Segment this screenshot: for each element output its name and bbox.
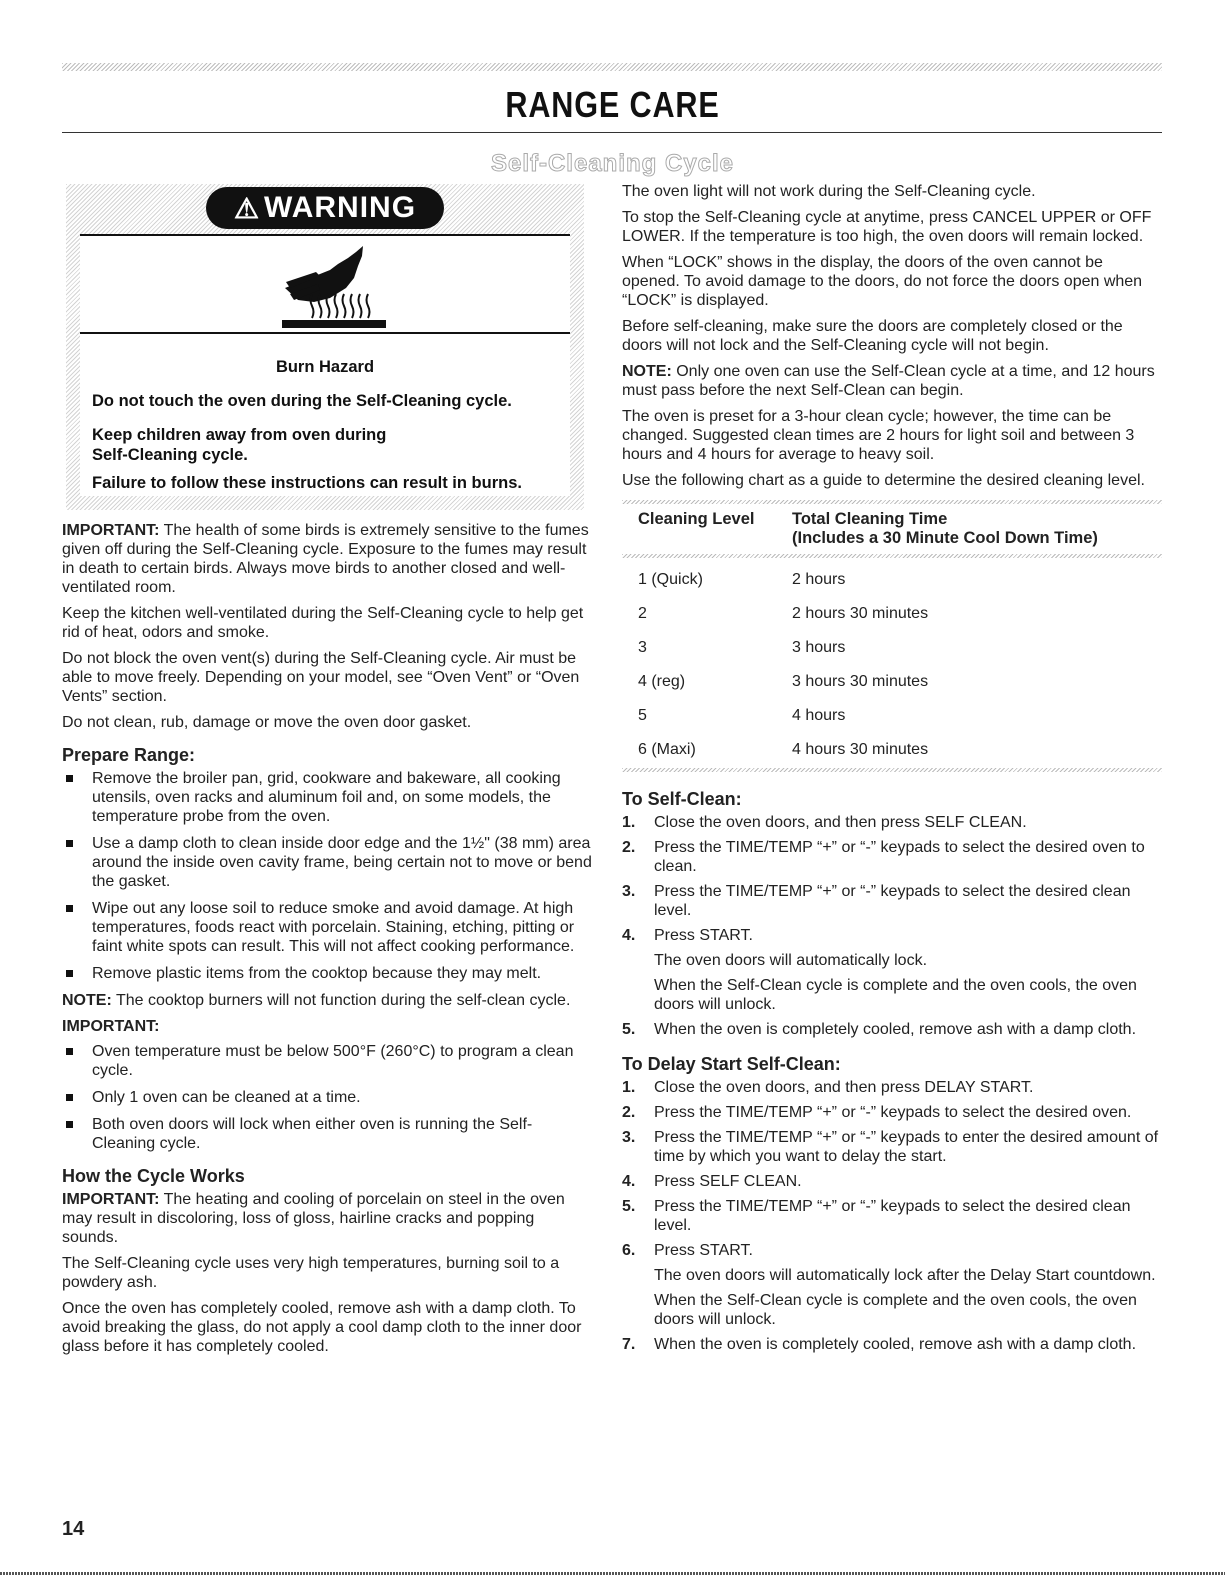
table-row: 1 (Quick) 2 hours (638, 570, 846, 588)
column-header-level: Cleaning Level (638, 510, 755, 528)
important-label: IMPORTANT: (62, 1018, 160, 1035)
page-title: RANGE CARE (505, 84, 720, 125)
warning-pictogram-area (80, 234, 570, 334)
warning-line-2b: Self-Cleaning cycle. (92, 446, 248, 464)
list-item: Oven temperature must be below 500°F (260°C) to program a clean cycle. (62, 1042, 592, 1080)
list-item: Wipe out any loose soil to reduce smoke and avoid damage. At high temperatures, foods react with porcelain. Staining, etching, pitting or faint white spots can result. This will not affect cooking performance. (62, 899, 592, 956)
warning-label: ⚠ WARNING (206, 187, 444, 229)
important-paragraph: IMPORTANT: The health of some birds is extremely sensitive to the fumes given off during the Self-Cleaning cycle. Exposure to the fumes may result in death to certain birds. Always move birds to another closed and well-ventilated room. (62, 522, 589, 596)
note-paragraph: NOTE: The cooktop burners will not function during the self-clean cycle. (62, 992, 571, 1009)
list-item: 6. Press START. The oven doors will automatically lock after the Delay Start countdown. When the Self-Clean cycle is complete and the oven cools, the oven doors will unlock. (622, 1241, 1162, 1329)
ventilation-paragraph: Keep the kitchen well-ventilated during the Self-Cleaning cycle to help get rid of heat, odors and smoke. (62, 605, 584, 641)
list-item: 7. When the oven is completely cooled, remove ash with a damp cloth. (622, 1336, 1137, 1353)
cycle-paragraph-2: The Self-Cleaning cycle uses very high temperatures, burning soil to a powdery ash. (62, 1255, 560, 1291)
table-row: 3 3 hours (638, 638, 846, 656)
table-row: 6 (Maxi) 4 hours 30 minutes (638, 740, 929, 758)
list-item: 5. Press the TIME/TEMP “+” or “-” keypads to select the desired clean level. (622, 1198, 1131, 1234)
cycle-paragraph-3: Once the oven has completely cooled, remove ash with a damp cloth. To avoid breaking the glass, do not apply a cool damp cloth to the inner door glass before it has completely cooled. (62, 1300, 582, 1355)
note-paragraph: NOTE: Only one oven can use the Self-Clean cycle at a time, and 12 hours must pass before the next Self-Clean can begin. (622, 363, 1155, 399)
bottom-dotted-rule (0, 1572, 1225, 1575)
top-hatch-rule (62, 63, 1162, 71)
title-divider (62, 132, 1162, 133)
delay-start-steps (622, 1078, 1162, 1354)
table-header (622, 504, 1162, 554)
warning-text-area (80, 334, 570, 496)
column-header-time: Total Cleaning Time (Includes a 30 Minute Cool Down Time) (792, 510, 1098, 547)
cycle-important-paragraph: IMPORTANT: The heating and cooling of porcelain on steel in the oven may result in discoloring, loss of gloss, hairline cracks and popping sounds. (62, 1191, 565, 1246)
step-note: The oven doors will automatically lock. (654, 952, 928, 969)
prepare-list (62, 769, 592, 983)
table-row: 4 (reg) 3 hours 30 minutes (638, 672, 929, 690)
prepare-range-heading: Prepare Range: (62, 745, 196, 765)
section-title: Self-Cleaning Cycle (490, 150, 735, 177)
list-item: 4. Press SELF CLEAN. (622, 1173, 802, 1190)
list-item: Only 1 oven can be cleaned at a time. (62, 1088, 592, 1107)
warning-line-1: Do not touch the oven during the Self-Cleaning cycle. (92, 392, 512, 410)
left-column (62, 521, 592, 1363)
important-list (62, 1042, 592, 1153)
self-clean-steps (622, 813, 1162, 1039)
list-item: Remove the broiler pan, grid, cookware and bakeware, all cooking utensils, oven racks and aluminum foil and, on some models, the temperature probe from the oven. (62, 769, 592, 826)
list-item: 2. Press the TIME/TEMP “+” or “-” keypads to select the desired oven to clean. (622, 839, 1145, 875)
vent-paragraph: Do not block the oven vent(s) during the Self-Cleaning cycle. Air must be able to move freely. Depending on your model, see “Oven Vent” or “Oven Vents” section. (62, 650, 580, 705)
oven-light-paragraph: The oven light will not work during the Self-Cleaning cycle. (622, 183, 1036, 200)
list-item: 2. Press the TIME/TEMP “+” or “-” keypads to select the desired oven. (622, 1104, 1132, 1121)
delay-start-heading: To Delay Start Self-Clean: (622, 1054, 841, 1074)
chart-intro-paragraph: Use the following chart as a guide to determine the desired cleaning level. (622, 472, 1145, 489)
warning-line-3: Failure to follow these instructions can result in burns. (92, 474, 522, 492)
list-item: 3. Press the TIME/TEMP “+” or “-” keypads to select the desired clean level. (622, 883, 1131, 919)
list-item: Both oven doors will lock when either oven is running the Self-Cleaning cycle. (62, 1115, 592, 1153)
list-item: Use a damp cloth to clean inside door edge and the 1½" (38 mm) area around the inside oven cavity frame, being certain not to move or bend the gasket. (62, 834, 592, 891)
list-item: 5. When the oven is completely cooled, remove ash with a damp cloth. (622, 1021, 1137, 1038)
warning-hazard: Burn Hazard (275, 358, 375, 376)
step-note: When the Self-Clean cycle is complete and the oven cools, the oven doors will unlock. (654, 977, 1137, 1013)
step-note: When the Self-Clean cycle is complete and the oven cools, the oven doors will unlock. (654, 1292, 1137, 1328)
warning-line-2a: Keep children away from oven during (92, 426, 387, 444)
right-column (622, 182, 1162, 1360)
list-item: 3. Press the TIME/TEMP “+” or “-” keypads to enter the desired amount of time by which you want to delay the start. (622, 1129, 1159, 1165)
burn-hazard-hand-icon (80, 236, 570, 332)
self-clean-heading: To Self-Clean: (622, 789, 742, 809)
list-item: Remove plastic items from the cooktop because they may melt. (62, 964, 592, 983)
list-item: 1. Close the oven doors, and then press DELAY START. (622, 1079, 1034, 1096)
doors-closed-paragraph: Before self-cleaning, make sure the doors are completely closed or the doors will not lock and the Self-Cleaning cycle will not begin. (622, 318, 1123, 354)
warning-header (66, 184, 584, 232)
list-item: 1. Close the oven doors, and then press SELF CLEAN. (622, 814, 1027, 831)
step-note: The oven doors will automatically lock after the Delay Start countdown. (654, 1267, 1156, 1284)
table-row: 5 4 hours (638, 706, 846, 724)
warning-triangle-icon: ⚠ (233, 192, 261, 224)
cycle-works-heading: How the Cycle Works (62, 1166, 245, 1186)
table-row: 2 2 hours 30 minutes (638, 604, 929, 622)
stop-cycle-paragraph: To stop the Self-Cleaning cycle at anytime, press CANCEL UPPER or OFF LOWER. If the temperature is too high, the oven doors will remain locked. (622, 209, 1152, 245)
table-bottom-rule (622, 768, 1162, 772)
table-body (622, 558, 1162, 768)
cleaning-level-table (622, 500, 1162, 772)
lock-paragraph: When “LOCK” shows in the display, the doors of the oven cannot be opened. To avoid damage to the doors, do not force the doors open when “LOCK” is displayed. (622, 254, 1143, 309)
warning-box (66, 184, 584, 510)
preset-paragraph: The oven is preset for a 3-hour clean cycle; however, the time can be changed. Suggested clean times are 2 hours for light soil and between 3 hours and 4 hours for average to heavy soil. (622, 408, 1135, 463)
list-item: 4. Press START. The oven doors will automatically lock. When the Self-Clean cycle is complete and the oven cools, the oven doors will unlock. (622, 926, 1162, 1014)
gasket-paragraph: Do not clean, rub, damage or move the oven door gasket. (62, 714, 472, 731)
page-number: 14 (62, 1518, 85, 1540)
